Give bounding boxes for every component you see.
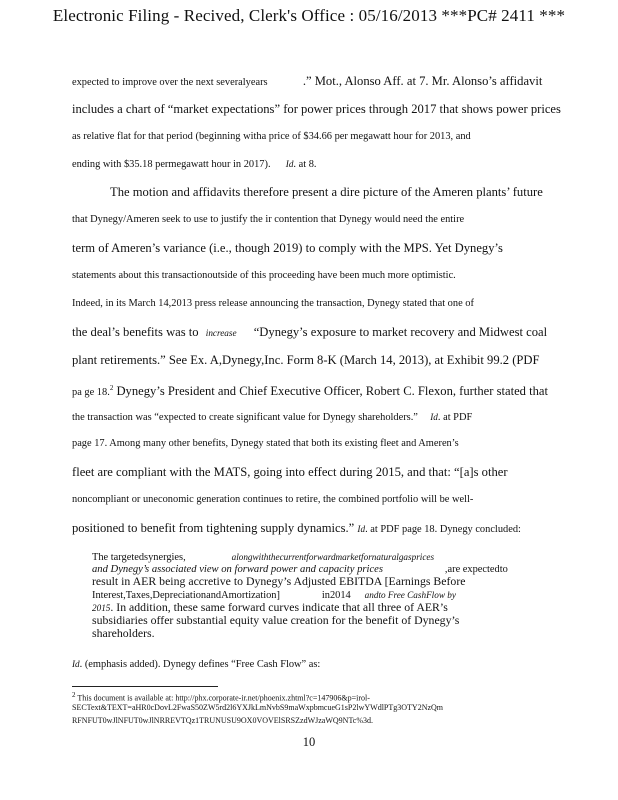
body-line [72, 521, 542, 537]
text-fragment: . at 8. [293, 159, 317, 170]
body-line [72, 74, 542, 90]
text-fragment: . at PDF page 18. Dynegy concluded: [365, 524, 521, 535]
text-fragment: .” Mot., Alonso Aff. at 7. Mr. Alonso’s affidavit [302, 74, 543, 88]
text-fragment: . (emphasis added). Dynegy defines “Free Cash Flow” as: [79, 659, 321, 670]
footnote-line: SECText&TEXT=aHR0cDovL2FwaS50ZW5rd2l6YXJkLmNvbS9maWxpbmcueG1sP2lwYWdlPTg3OTY2NzQm [72, 703, 444, 712]
body-line [72, 409, 542, 425]
body-line: that Dynegy/Ameren seek to use to justify the ir contention that Dynegy would need the entire [72, 214, 465, 225]
emphasized-text: 2015 [92, 603, 111, 613]
text-fragment: pa ge 18. [72, 387, 110, 399]
page-number: 10 [302, 735, 316, 749]
body-line [72, 381, 548, 400]
text-fragment: positioned to benefit from tightening supply dynamics.” [72, 521, 355, 535]
text-fragment: Dynegy’s President and Chief Executive Officer, Robert C. Flexon, further stated that [113, 384, 548, 399]
block-quote-line: subsidiaries offer substantial equity value creation for the benefit of Dynegy’s [92, 613, 460, 627]
filing-stamp-header: Electronic Filing - Recived, Clerk's Office : 05/16/2013 ***PC# 2411 *** [52, 6, 566, 25]
block-quote-line: shareholders. [92, 626, 155, 640]
citation-id: Id [72, 659, 80, 669]
body-line: term of Ameren’s variance (i.e., though 2019) to comply with the MPS. Yet Dynegy’s [72, 241, 503, 255]
text-fragment: ,are expectedto [444, 564, 508, 575]
body-line: plant retirements.” See Ex. A,Dynegy,Inc. Form 8-K (March 14, 2013), at Exhibit 99.2 (PDF [72, 353, 540, 367]
text-fragment: the deal’s benefits was to [72, 325, 199, 339]
text-fragment: ending with $35.18 permegawatt hour in 2017). [72, 159, 271, 170]
text-fragment: expected to improve over the next severalyears [72, 77, 268, 88]
body-line [72, 656, 542, 672]
footnote-separator [72, 686, 218, 687]
body-line: fleet are compliant with the MATS, going into effect during 2015, and that: “[a]s other [72, 465, 508, 479]
text-fragment: . In addition, these same forward curves indicate that all three of AER’s [110, 600, 448, 614]
text-fragment: “Dynegy’s exposure to market recovery and Midwest coal [253, 325, 548, 339]
footnote-line [72, 690, 370, 704]
text-fragment: The targetedsynergies, [92, 552, 186, 563]
body-line: as relative flat for that period (beginning witha price of $34.66 per megawatt hour for 2013, and [72, 131, 471, 142]
body-line [72, 157, 542, 172]
block-quote-line: result in AER being accretive to Dynegy’s Adjusted EBITDA [Earnings Before [92, 574, 466, 588]
body-line: includes a chart of “market expectations” for power prices through 2017 that shows power prices [72, 102, 561, 116]
citation-id: Id [430, 412, 438, 422]
emphasized-text: and Dynegy’s associated view on forward power and capacity prices [92, 564, 383, 575]
footnote-number: 2 [72, 691, 76, 699]
citation-id: Id [357, 524, 366, 534]
emphasized-word: increase [205, 328, 237, 338]
text-fragment: alongwiththecurrentforwardmarketfornaturalgasprices [231, 552, 435, 562]
text-fragment: the transaction was “expected to create significant value for Dynegy shareholders.” [72, 412, 418, 423]
text-fragment: Interest,Taxes,DepreciationandAmortization] [92, 590, 280, 601]
body-line: Indeed, in its March 14,2013 press release announcing the transaction, Dynegy stated that one of [72, 298, 474, 309]
footnote-text: This document is available at: http://phx.corporate-ir.net/phoenix.zhtml?c=147906&p=irol- [77, 693, 370, 703]
citation-id: Id [285, 159, 294, 169]
body-line: statements about this transactionoutside of this proceeding have been much more optimistic. [72, 270, 456, 281]
text-fragment: . at PDF [437, 412, 473, 423]
body-line: noncompliant or uneconomic generation continues to retire, the combined portfolio will be well- [72, 494, 474, 505]
text-fragment: in2014 [321, 590, 351, 601]
body-line: page 17. Among many other benefits, Dynegy stated that both its existing fleet and Ameren’s [72, 438, 459, 449]
footnote-line: RFNFUT0wJlNFUT0wJlNRREVTQz1TRUNUSU9OX0VOVElSRSZzdWJzaWQ9NTc%3d. [72, 716, 373, 725]
body-line [72, 325, 548, 340]
body-line: The motion and affidavits therefore present a dire picture of the Ameren plants’ future [110, 185, 543, 199]
emphasized-text: andto Free CashFlow by [364, 590, 456, 600]
footnote-ref: 2 [109, 384, 114, 392]
